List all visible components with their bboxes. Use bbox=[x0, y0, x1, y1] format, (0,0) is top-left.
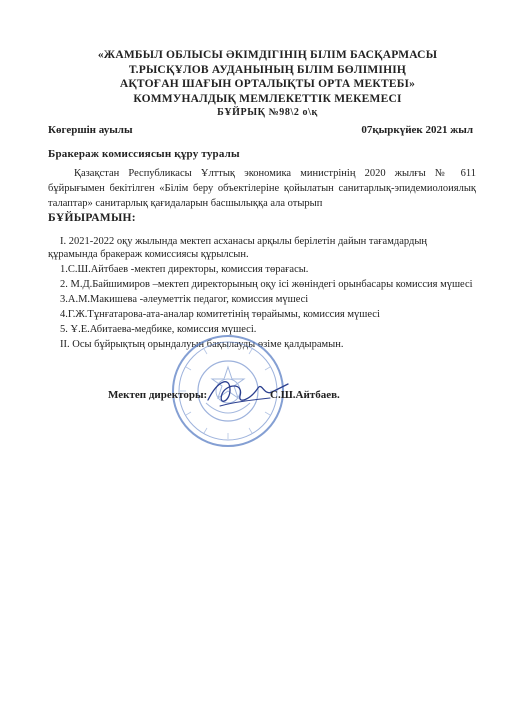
decree-heading: БҰЙЫРАМЫН: bbox=[48, 212, 136, 224]
place-date-row bbox=[48, 124, 473, 138]
order-subject: Бракераж комиссиясын құру туралы bbox=[48, 148, 240, 160]
signer-role: Мектеп директоры: bbox=[108, 389, 208, 401]
order-item: 4.Г.Ж.Тұнғатарова-ата-аналар комитетінің төрайымы, комиссия мүшесі bbox=[60, 309, 380, 320]
order-item: 3.А.М.Макишева -әлеуметтік педагог, комиссия мүшесі bbox=[60, 294, 309, 305]
order-date: 07қыркүйек 2021 жыл bbox=[361, 124, 473, 136]
header-line-2: Т.РЫСҚҰЛОВ АУДАНЫНЫҢ БІЛІМ БӨЛІМІНІҢ bbox=[128, 63, 407, 76]
header-line-3: АҚТОҒАН ШАҒЫН ОРТАЛЫҚТЫ ОРТА МЕКТЕБІ» bbox=[119, 78, 416, 90]
document-header bbox=[70, 48, 465, 119]
signer-name: С.Ш.Айтбаев. bbox=[270, 389, 340, 401]
preamble-paragraph: Қазақстан Республикасы Ұлттық экономика министрінің 2020 жылғы № 611 бұйрығымен бекітілген «Білім беру объектілеріне қойылатын санитарлық-эпидемиолоиялық талаптар» санитарлық қағидаларын басшылыққа ала отырып bbox=[48, 168, 476, 209]
order-number: БҰЙРЫҚ №98\2 о\қ bbox=[217, 107, 318, 118]
order-item: 1.С.Ш.Айтбаев -мектеп директоры, комиссия төрағасы. bbox=[60, 264, 309, 275]
order-item: 5. Ұ.Е.Абитаева-медбике, комиссия мүшесі. bbox=[60, 324, 257, 335]
order-item: ІІ. Осы бұйрықтың орындалуын бақылауды өзіме қалдырамын. bbox=[60, 339, 344, 350]
header-line-4: КОММУНАЛДЫҚ МЕМЛЕКЕТТІК МЕКЕМЕСІ bbox=[133, 92, 402, 105]
village-name: Көгершін ауылы bbox=[48, 124, 133, 136]
order-item: 2. М.Д.Байшимиров –мектеп директорының оқу ісі жөніндегі орынбасары комиссия мүшесі bbox=[60, 279, 473, 290]
signature-line bbox=[108, 389, 408, 405]
order-item: І. 2021-2022 оқу жылында мектеп асханасы арқылы берілетін дайын тағамдардың құрамында бракераж комиссиясы құрылсын. bbox=[48, 236, 427, 260]
header-line-1: «ЖАМБЫЛ ОБЛЫСЫ ӘКІМДІГІНІҢ БІЛІМ БАСҚАРМАСЫ bbox=[97, 49, 438, 61]
